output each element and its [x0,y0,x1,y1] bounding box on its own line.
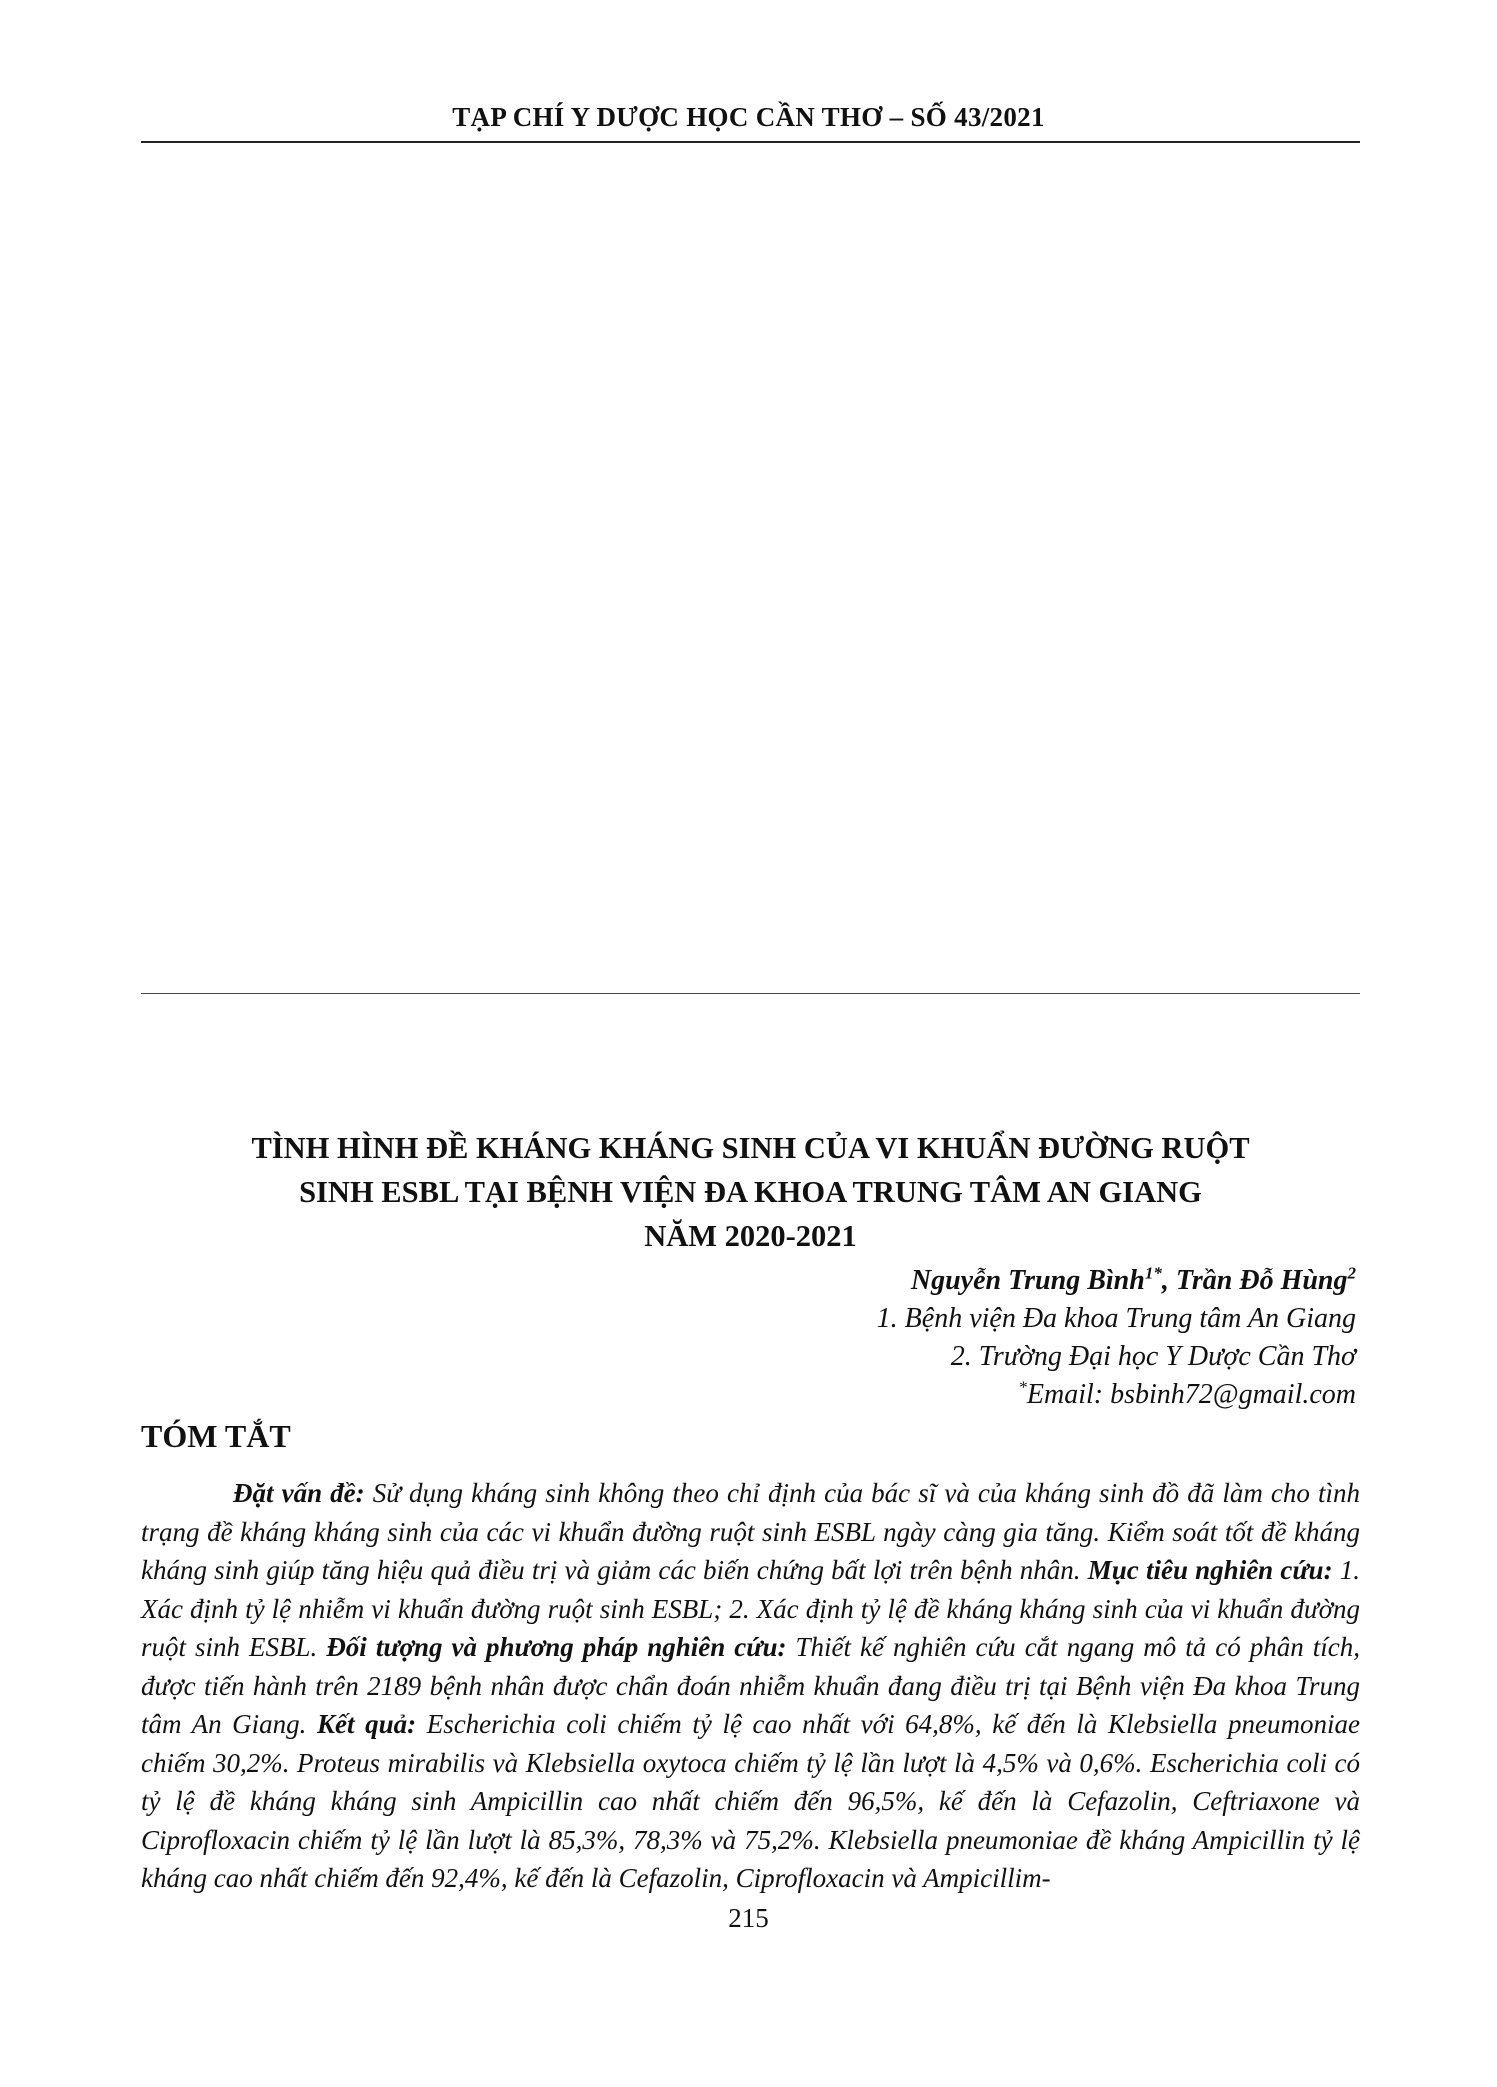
corresponding-email [877,1376,1356,1414]
separator-rule [141,993,1360,994]
author-2-superscript: 2 [1347,1263,1356,1283]
author-block [877,1262,1356,1414]
title-line-3: NĂM 2020-2021 [644,1219,857,1253]
text-results: Escherichia coli chiếm tỷ lệ cao nhất với 64,8%, kế đến là Klebsiella pneumoniae chiếm 30,2%. Proteus mirabilis và Klebsiella oxytoca chiếm tỷ lệ lần lượt là 4,5% và 0,6%. Escherichia coli có tỷ lệ đề kháng kháng sinh Ampicillin cao nhất chiếm đến 96,5%, kế đến là Cefazolin, Ceftriaxone và Ciprofloxacin chiếm tỷ lệ lần lượt là 85,3%, 78,3% và 75,2%. Klebsiella pneumoniae đề kháng Ampicillin tỷ lệ kháng cao nhất chiếm đến 92,4%, kế đến là Cefazolin, Ciprofloxacin và Ampicillim- [141,1709,1360,1893]
author-separator: , [1161,1265,1176,1296]
header-rule [141,141,1360,143]
page-number: 215 [728,1903,769,1933]
author-names [877,1262,1356,1300]
affiliation-2: 2. Trường Đại học Y Dược Cần Thơ [950,1341,1356,1372]
label-background: Đặt vấn đề: [233,1478,365,1508]
author-1: Nguyễn Trung Bình [910,1265,1145,1296]
abstract-heading: TÓM TẮT [141,1418,291,1454]
email-mark: * [1018,1377,1027,1397]
title-line-2: SINH ESBL TẠI BỆNH VIỆN ĐA KHOA TRUNG TÂM AN GIANG [299,1175,1202,1209]
journal-header: TẠP CHÍ Y DƯỢC HỌC CẦN THƠ – SỐ 43/2021 [452,102,1045,132]
label-results: Kết quả: [317,1709,417,1739]
email-text: Email: bsbinh72@gmail.com [1026,1379,1356,1410]
abstract-body [141,1474,1360,1898]
author-1-superscript: 1* [1144,1263,1162,1283]
text-objectives: 1. Xác định tỷ lệ nhiễm vi khuẩn đường ruột sinh ESBL; 2. Xác định tỷ lệ đề kháng kháng sinh của vi khuẩn đường ruột sinh ESBL. [141,1555,1361,1662]
author-2: Trần Đỗ Hùng [1175,1265,1348,1296]
title-line-1: TÌNH HÌNH ĐỀ KHÁNG KHÁNG SINH CỦA VI KHUẨN ĐƯỜNG RUỘT [251,1131,1250,1165]
text-methods: Thiết kế nghiên cứu cắt ngang mô tả có phân tích, được tiến hành trên 2189 bệnh nhân được chẩn đoán nhiễm khuẩn đang điều trị tại Bệnh viện Đa khoa Trung tâm An Giang. [141,1632,1360,1739]
article-title [141,1126,1360,1258]
text-background: Sử dụng kháng sinh không theo chỉ định của bác sĩ và của kháng sinh đồ đã làm cho tình trạng đề kháng kháng sinh của các vi khuẩn đường ruột sinh ESBL ngày càng gia tăng. Kiểm soát tốt đề kháng kháng sinh giúp tăng hiệu quả điều trị và giảm các biến chứng bất lợi trên bệnh nhân. [141,1478,1360,1585]
affiliation-1: 1. Bệnh viện Đa khoa Trung tâm An Giang [876,1303,1356,1334]
label-methods: Đối tượng và phương pháp nghiên cứu: [326,1632,787,1662]
label-objectives: Mục tiêu nghiên cứu: [1087,1555,1333,1585]
